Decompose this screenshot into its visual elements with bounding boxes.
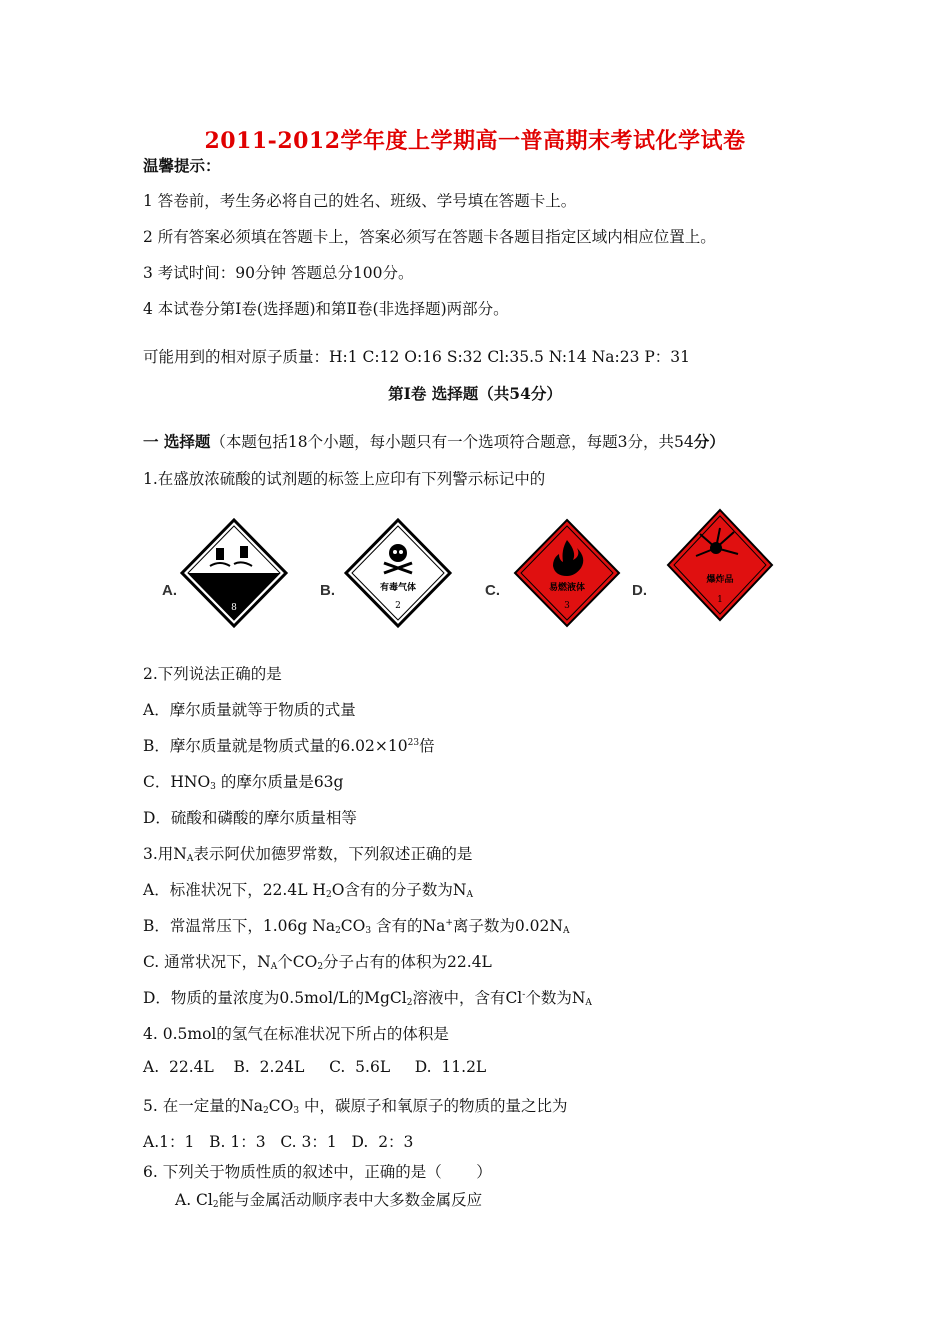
q1-stem: 1.在盛放浓硫酸的试剂题的标签上应印有下列警示标记中的 <box>143 470 546 488</box>
tip-item-1: 1 答卷前，考生务必将自己的姓名、班级、学号填在答题卡上。 <box>143 192 577 210</box>
sign-text-b: 有毒气体 <box>379 583 417 593</box>
flammable-liquid-sign-icon <box>483 518 623 630</box>
section-title: 第Ⅰ卷 选择题（共54分） <box>388 384 562 403</box>
q2-option-b: B．摩尔质量就是物质式量的$6.02\times 10^{23}$倍 <box>143 737 435 755</box>
sign-option-c <box>483 518 623 630</box>
sign-option-d <box>630 508 775 628</box>
tip-item-3: 3 考试时间：90分钟 答题总分100分。 <box>143 264 414 282</box>
q6-option-a: A. $Cl_2$能与金属活动顺序表中大多数金属反应 <box>175 1191 483 1210</box>
part-one-end: 分） <box>693 432 725 451</box>
q2-option-a: A．摩尔质量就等于物质的式量 <box>143 701 356 719</box>
sign-label-d: D. <box>632 582 647 599</box>
q2-option-d: D．硫酸和磷酸的摩尔质量相等 <box>143 809 357 827</box>
toxic-gas-sign-icon <box>318 518 458 630</box>
q3-option-d: D．物质的量浓度为0.5mol/L的MgCl$_2$溶液中，含有Cl-个数为$N_A$ <box>143 989 592 1008</box>
sign-label-a: A. <box>162 582 177 599</box>
q6-stem: 6. 下列关于物质性质的叙述中，正确的是（ ） <box>143 1163 492 1181</box>
page-title: 2011-2012学年度上学期高一普高期末考试化学试卷 <box>204 128 746 154</box>
q5-options: A.1：1 B. 1：3 C. 3：1 D. 2：3 <box>143 1133 414 1151</box>
sign-option-a <box>160 518 300 630</box>
sign-text-d: 爆炸品 <box>706 575 734 585</box>
corrosive-sign-icon <box>160 518 300 630</box>
tip-item-4: 4 本试卷分第Ⅰ卷(选择题)和第Ⅱ卷(非选择题)两部分。 <box>143 300 509 318</box>
sign-number-a: 8 <box>231 603 237 613</box>
q3-option-a: A．标准状况下，22.4L $H_2O$含有的分子数为$N_A$ <box>143 881 473 900</box>
q5-stem: 5. 在一定量的$Na_2CO_3$ 中，碳原子和氧原子的物质的量之比为 <box>143 1097 568 1116</box>
sign-number-d: 1 <box>717 595 723 605</box>
tip-item-2: 2 所有答案必须填在答题卡上，答案必须写在答题卡各题目指定区域内相应位置上。 <box>143 228 716 246</box>
q3-option-b: B．常温常压下，1.06g $Na_2CO_3$ 含有的Na+离子数为$0.02N_A$ <box>143 917 570 936</box>
q4-stem: 4. 0.5mol的氢气在标准状况下所占的体积是 <box>143 1025 449 1043</box>
q3-stem: 3.用$N_A$表示阿伏加德罗常数，下列叙述正确的是 <box>143 845 473 864</box>
part-one-instruction: （本题包括18个小题，每小题只有一个选项符合题意，每题3分，共54 <box>210 433 694 451</box>
q3-option-c: C. 通常状况下，$N_A$个$CO_2$分子占有的体积为22.4L <box>143 953 492 972</box>
sign-number-b: 2 <box>395 601 401 611</box>
sign-text-c: 易燃液体 <box>548 583 586 593</box>
part-one-label: 一 选择题 <box>143 432 211 451</box>
tips-heading: 温馨提示： <box>143 156 221 175</box>
atomic-masses: 可能用到的相对原子质量：H:1 C:12 O:16 S:32 Cl:35.5 N:14 Na:23 P：31 <box>143 348 691 366</box>
sign-number-c: 3 <box>564 601 570 611</box>
part-one-heading <box>143 430 725 452</box>
sign-label-b: B. <box>320 582 335 599</box>
q2-stem: 2.下列说法正确的是 <box>143 665 282 683</box>
q4-options: A. 22.4L B. 2.24L C. 5.6L D. 11.2L <box>143 1058 487 1076</box>
q2-option-c: C．$HNO_3$ 的摩尔质量是63g <box>143 773 344 792</box>
sign-option-b <box>318 518 458 630</box>
explosive-sign-icon <box>630 508 775 628</box>
sign-label-c: C. <box>485 582 500 599</box>
